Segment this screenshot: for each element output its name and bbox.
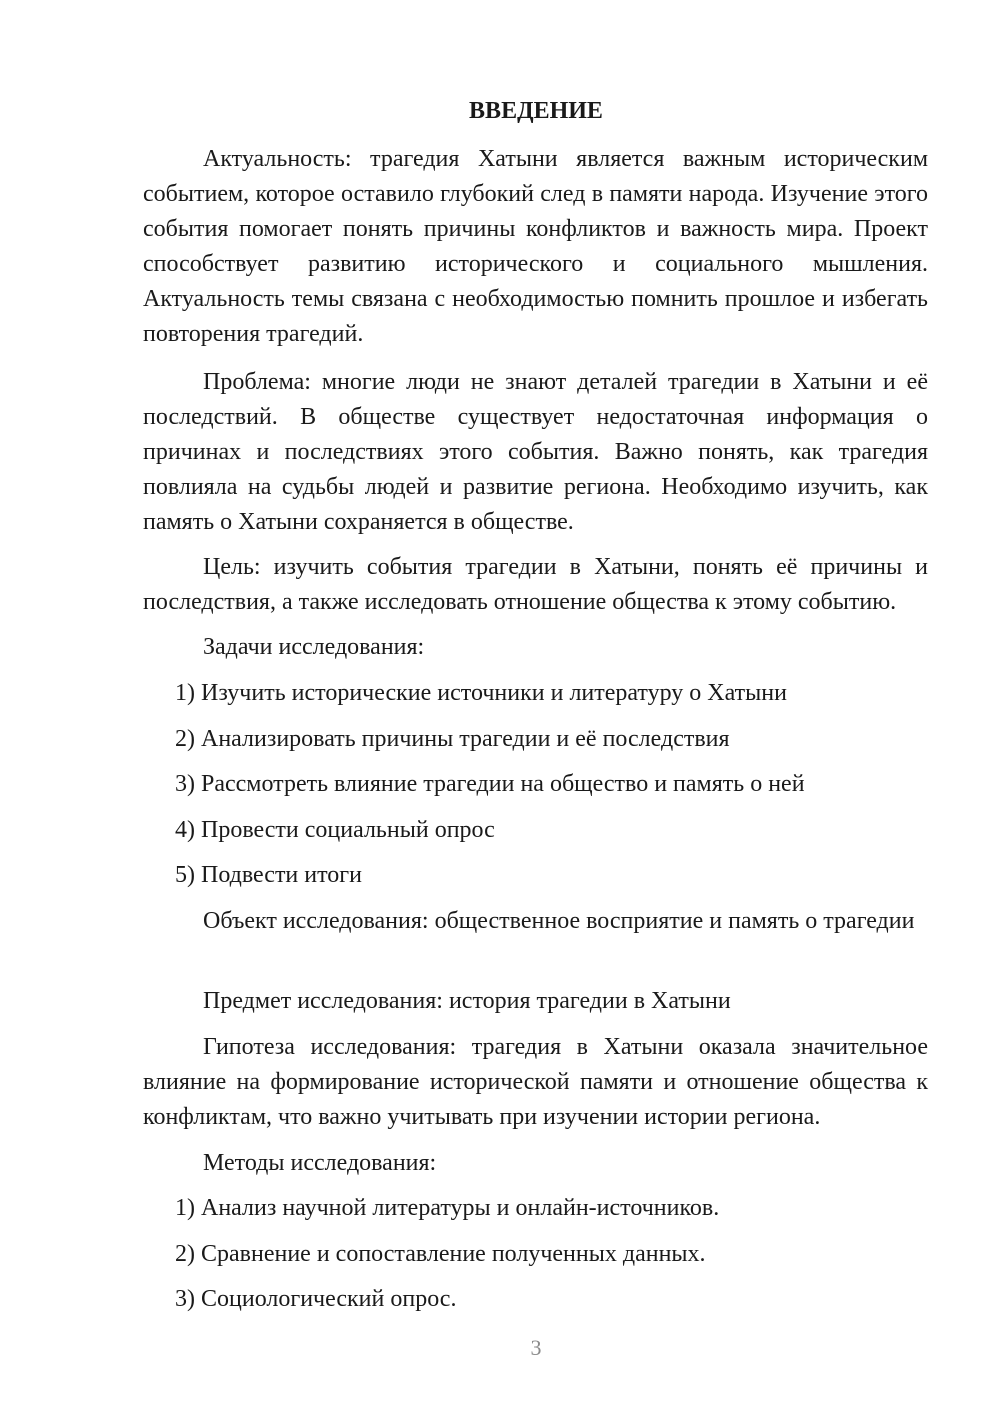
page-number: 3	[530, 1335, 542, 1360]
method-item-1: 1) Анализ научной литературы и онлайн-источников.	[175, 1195, 720, 1221]
subject-paragraph: Предмет исследования: история трагедии в Хатыни	[203, 988, 731, 1014]
problem-paragraph: Проблема: многие люди не знают деталей трагедии в Хатыни и её последствий. В обществе существует недостаточная информация о причинах и последствиях этого события. Важно понять, как трагедия повлияла на судьбы людей и развитие региона. Необходимо изучить, как память о Хатыни сохраняется в обществе.	[143, 369, 928, 535]
section-title: ВВЕДЕНИЕ	[469, 98, 603, 124]
methods-heading: Методы исследования:	[203, 1150, 437, 1176]
relevance-paragraph: Актуальность: трагедия Хатыни является важным историческим событием, которое оставило глубокий след в памяти народа. Изучение этого события помогает понять причины конфликтов и важность мира. Проект способствует развитию исторического и социального мышления. Актуальность темы связана с необходимостью помнить прошлое и избегать повторения трагедий.	[143, 146, 928, 347]
task-item-4: 4) Провести социальный опрос	[175, 817, 495, 843]
hypothesis-paragraph: Гипотеза исследования: трагедия в Хатыни оказала значительное влияние на формирование исторической памяти и отношение общества к конфликтам, что важно учитывать при изучении истории региона.	[143, 1034, 928, 1130]
object-paragraph: Объект исследования: общественное восприятие и память о трагедии	[203, 908, 915, 934]
task-item-5: 5) Подвести итоги	[175, 862, 362, 888]
goal-paragraph: Цель: изучить события трагедии в Хатыни, понять её причины и последствия, а также исследовать отношение общества к этому событию.	[143, 554, 928, 615]
method-item-3: 3) Социологический опрос.	[175, 1286, 457, 1312]
task-item-3: 3) Рассмотреть влияние трагедии на общество и память о ней	[175, 771, 805, 797]
task-item-2: 2) Анализировать причины трагедии и её последствия	[175, 726, 730, 752]
task-item-1: 1) Изучить исторические источники и литературу о Хатыни	[175, 680, 787, 706]
tasks-heading: Задачи исследования:	[203, 634, 425, 660]
method-item-2: 2) Сравнение и сопоставление полученных данных.	[175, 1241, 706, 1267]
